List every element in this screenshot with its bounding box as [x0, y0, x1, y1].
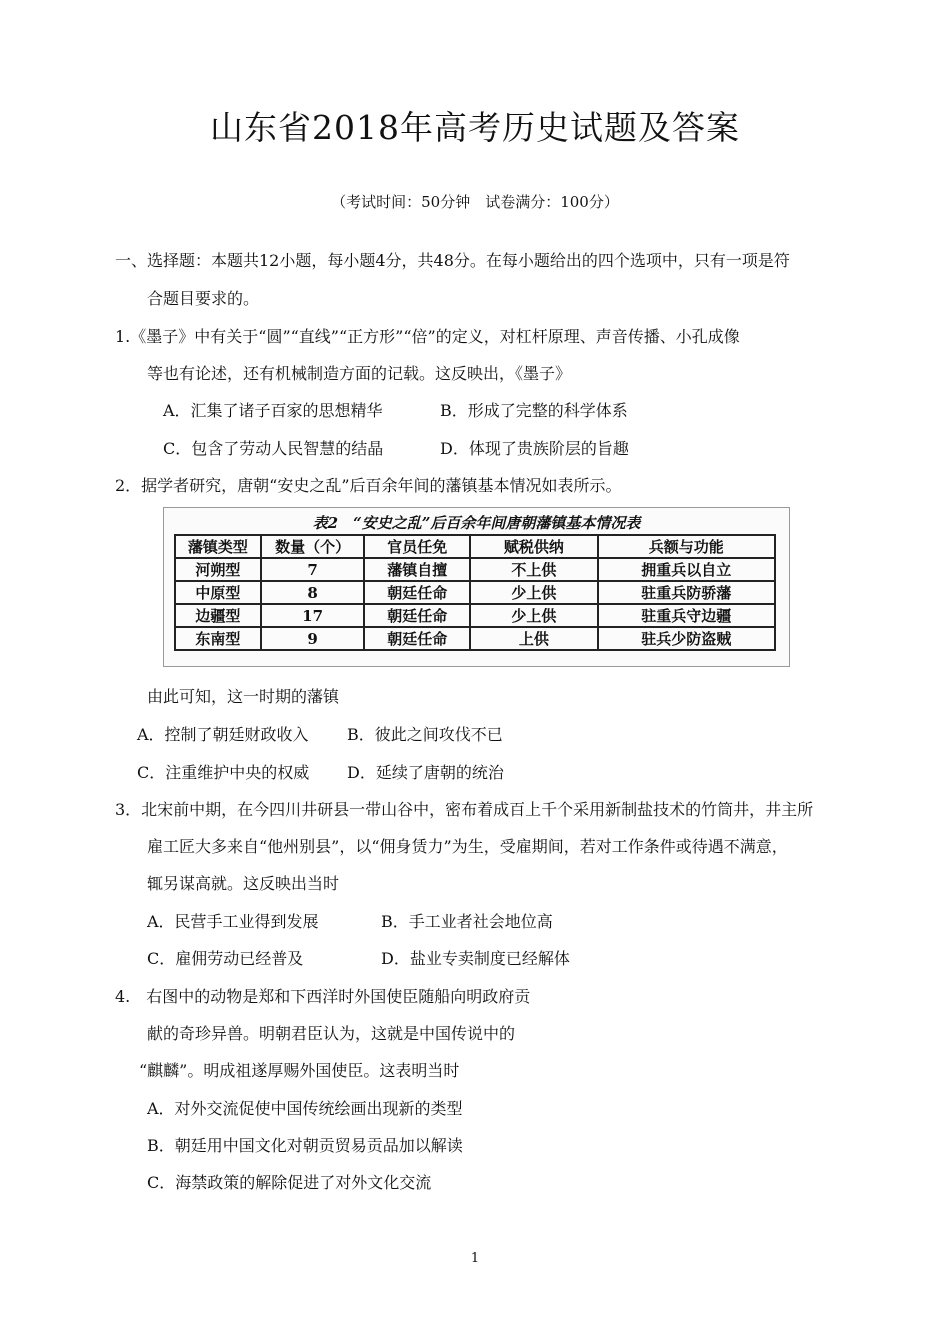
- table-cell: 少上供: [470, 604, 598, 627]
- question-4-option-b: B．朝廷用中国文化对朝贡贸易贡品加以解读: [147, 1136, 463, 1155]
- table-header-cell: 藩镇类型: [175, 535, 261, 558]
- table-cell: 7: [261, 558, 365, 581]
- table-cell: 9: [261, 627, 365, 650]
- table-cell: 藩镇自擅: [364, 558, 470, 581]
- table-cell: 朝廷任命: [364, 581, 470, 604]
- table-header-cell: 赋税供纳: [470, 535, 598, 558]
- table-row: [175, 604, 775, 627]
- question-2-stem: 2．据学者研究，唐朝“安史之乱”后百余年间的藩镇基本情况如表所示。: [115, 476, 622, 495]
- question-4-option-c: C．海禁政策的解除促进了对外文化交流: [147, 1173, 432, 1192]
- fanzhen-table-image: [163, 507, 790, 667]
- question-2-option-b: B．彼此之间攻伐不已: [347, 725, 503, 744]
- table-cell: 8: [261, 581, 365, 604]
- question-3-option-d: D．盐业专卖制度已经解体: [381, 949, 570, 968]
- table-cell: 拥重兵以自立: [598, 558, 775, 581]
- table-cell: 少上供: [470, 581, 598, 604]
- table-cell: 上供: [470, 627, 598, 650]
- fanzhen-table: [174, 534, 776, 651]
- table-caption: 表2 “安史之乱”后百余年间唐朝藩镇基本情况表: [312, 514, 641, 532]
- table-cell: 驻重兵防骄藩: [598, 581, 775, 604]
- question-1-option-b: B．形成了完整的科学体系: [440, 401, 628, 420]
- question-1-stem: 1.《墨子》中有关于“圆”“直线”“正方形”“倍”的定义，对杠杆原理、声音传播、小孔成像: [115, 327, 740, 346]
- question-1-option-d: D．体现了贵族阶层的旨趣: [440, 439, 629, 458]
- question-3-stem: 3．北宋前中期，在今四川井研县一带山谷中，密布着成百上千个采用新制盐技术的竹筒井，井主所: [115, 800, 814, 819]
- question-3-option-a: A．民营手工业得到发展: [147, 912, 319, 931]
- question-4-stem-cont: 献的奇珍异兽。明朝君臣认为，这就是中国传说中的: [147, 1024, 516, 1043]
- question-3-option-c: C．雇佣劳动已经普及: [147, 949, 304, 968]
- question-2-option-c: C．注重维护中央的权威: [137, 763, 310, 782]
- table-cell: 东南型: [175, 627, 261, 650]
- page-title: 山东省2018年高考历史试题及答案: [210, 108, 740, 147]
- table-cell: 朝廷任命: [364, 604, 470, 627]
- question-4-stem: 4. 右图中的动物是郑和下西洋时外国使臣随船向明政府贡: [115, 987, 531, 1006]
- table-cell: 驻重兵守边疆: [598, 604, 775, 627]
- question-3-stem-cont: 雇工匠大多来自“他州别县”，以“佣身赁力”为生，受雇期间，若对工作条件或待遇不满意，: [147, 837, 788, 856]
- page-number: 1: [470, 1251, 480, 1266]
- table-header-cell: 官员任免: [364, 535, 470, 558]
- table-header-cell: 数量（个）: [261, 535, 365, 558]
- table-cell: 中原型: [175, 581, 261, 604]
- table-row: [175, 558, 775, 581]
- section-instructions: 一、选择题：本题共12小题，每小题4分，共48分。在每小题给出的四个选项中，只有一项是符: [115, 251, 790, 270]
- question-1-stem-cont: 等也有论述，还有机械制造方面的记载。这反映出，《墨子》: [147, 364, 572, 383]
- table-cell: 河朔型: [175, 558, 261, 581]
- table-cell: 朝廷任命: [364, 627, 470, 650]
- question-1-option-a: A．汇集了诸子百家的思想精华: [163, 401, 383, 420]
- table-header-cell: 兵额与功能: [598, 535, 775, 558]
- section-instructions-cont: 合题目要求的。: [147, 289, 260, 308]
- question-2-option-d: D．延续了唐朝的统治: [347, 763, 504, 782]
- question-2-prompt: 由此可知，这一时期的藩镇: [147, 687, 340, 706]
- question-2-option-a: A．控制了朝廷财政收入: [137, 725, 309, 744]
- table-row: [175, 581, 775, 604]
- exam-info: （考试时间：50分钟 试卷满分：100分）: [331, 193, 619, 211]
- table-cell: 不上供: [470, 558, 598, 581]
- question-1-option-c: C．包含了劳动人民智慧的结晶: [163, 439, 384, 458]
- question-3-option-b: B．手工业者社会地位高: [381, 912, 553, 931]
- question-4-stem-end: “麒麟”。明成祖遂厚赐外国使臣。这表明当时: [139, 1061, 460, 1080]
- table-cell: 驻兵少防盗贼: [598, 627, 775, 650]
- table-cell: 17: [261, 604, 365, 627]
- question-3-stem-end: 辄另谋高就。这反映出当时: [147, 874, 340, 893]
- table-header-row: [175, 535, 775, 558]
- table-cell: 边疆型: [175, 604, 261, 627]
- table-row: [175, 627, 775, 650]
- question-4-option-a: A．对外交流促使中国传统绘画出现新的类型: [147, 1099, 463, 1118]
